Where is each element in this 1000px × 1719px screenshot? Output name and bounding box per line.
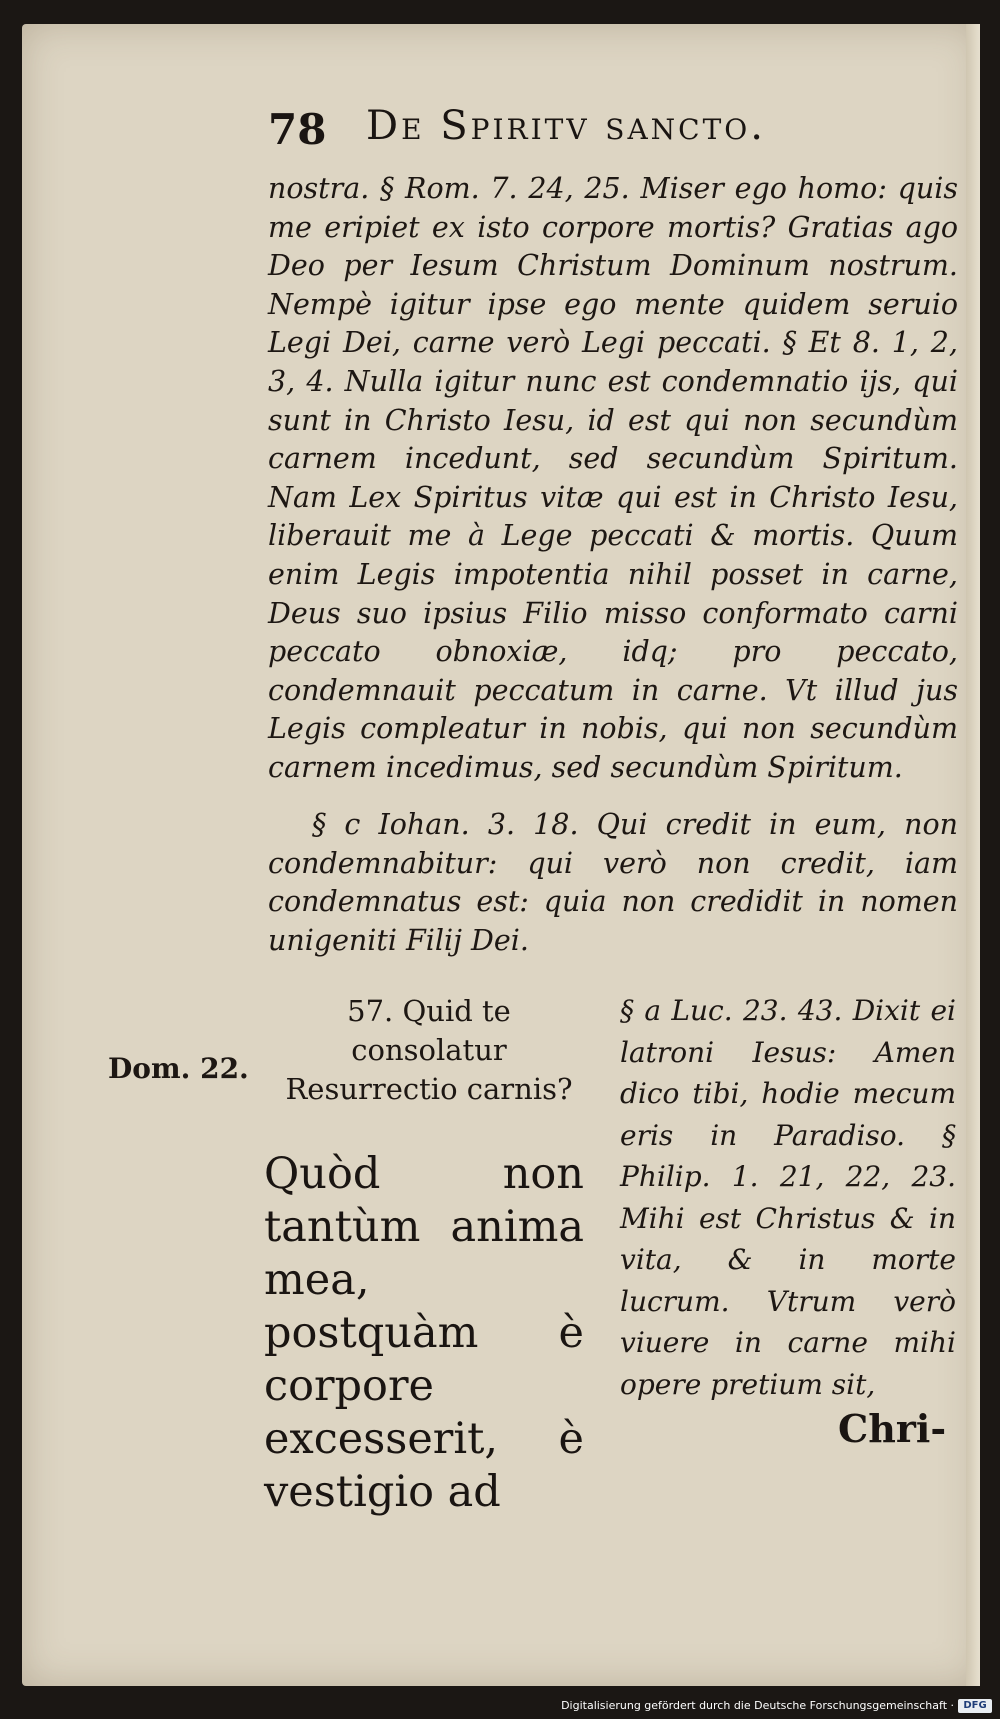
margin-note: Dom. 22. bbox=[108, 1052, 249, 1085]
page-number: 78 bbox=[268, 105, 327, 154]
dfg-logo: DFG bbox=[958, 1699, 992, 1713]
running-title: De Spiritv sancto. bbox=[366, 103, 766, 149]
main-paragraph: nostra. § Rom. 7. 24, 25. Miser ego homo: quis me eripiet ex isto corpore mortis? Gratias ago Deo per Iesum Christum Dominum nostrum. Nempè igitur ipse ego mente quidem seruio Legi Dei, carne verò Legi peccati. § Et 8. 1, 2, 3, 4. Nulla igitur nunc est condemnatio ijs, qui sunt in Christo Iesu, id est qui non secundùm carnem incedunt, sed secundùm Spiritum. Nam Lex Spiritus vitæ qui est in Christo Iesu, liberauit me à Lege peccati & mortis. Quum enim Legis impotentia nihil posset in carne, Deus suo ipsius Filio misso conformato carni peccato obnoxiæ, idq; pro peccato, condemnauit peccatum in carne. Vt illud jus Legis compleatur in nobis, qui non secundùm carnem incedimus, sed secundùm Spiritum. bbox=[268, 172, 958, 784]
running-head bbox=[268, 103, 908, 159]
catechism-answer: Quòd non tantùm anima mea, postquàm è corpore excesserit, è vestigio ad bbox=[264, 1149, 584, 1517]
right-column-citations bbox=[620, 990, 956, 1405]
right-column-paragraph: § a Luc. 23. 43. Dixit ei latroni Iesus: Amen dico tibi, hodie mecum eris in Paradiso. § Philip. 1. 21, 22, 23. Mihi est Christus & in vita, & in morte lucrum. Vtrum verò viuere in carne mihi opere pretium sit, bbox=[620, 994, 956, 1401]
catechism-question: 57. Quid te consolatur Resurrectio carnis? bbox=[285, 994, 573, 1106]
catchword: Chri- bbox=[838, 1406, 947, 1451]
john-citation-block bbox=[268, 806, 958, 960]
john-paragraph: § c Iohan. 3. 18. Qui credit in eum, non condemnabitur: qui verò non credit, iam condemnatus est: quia non credidit in nomen unigeniti Filij Dei. bbox=[268, 808, 958, 957]
digitization-credit: Digitalisierung gefördert durch die Deutsche Forschungsgemeinschaft · bbox=[561, 1699, 954, 1712]
main-text-block bbox=[268, 170, 958, 788]
page-edge bbox=[966, 24, 980, 1686]
